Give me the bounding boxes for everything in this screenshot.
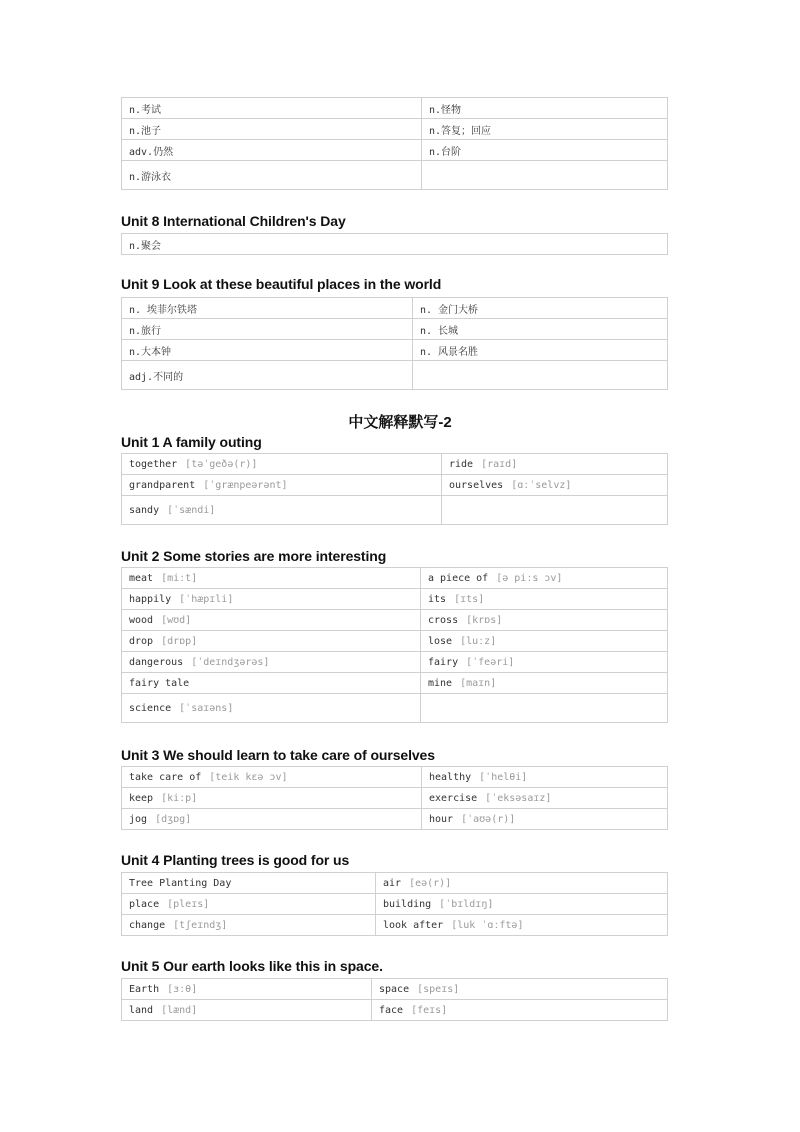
table-cell — [122, 767, 422, 788]
vocab-table-unit9 — [121, 297, 668, 390]
table-cell: n. 长城 — [413, 319, 668, 340]
word: drop — [129, 635, 154, 647]
phonetic: [krɒs] — [466, 614, 503, 626]
table-cell — [372, 1000, 668, 1021]
table-row — [122, 652, 668, 673]
word: grandparent — [129, 479, 196, 491]
table-row — [122, 475, 668, 496]
table-cell — [376, 894, 668, 915]
phonetic: [luːz] — [460, 635, 497, 647]
vocab-table-s2-unit4 — [121, 872, 668, 936]
table-cell — [122, 894, 376, 915]
phonetic: [ˈsaɪəns] — [179, 702, 234, 714]
table-cell — [422, 767, 668, 788]
table-row — [122, 361, 668, 390]
table-row — [122, 979, 668, 1000]
phonetic: [kiːp] — [161, 792, 198, 804]
phonetic: [wʊd] — [161, 614, 192, 626]
table-row — [122, 809, 668, 830]
vocab-table-s2-unit5 — [121, 978, 668, 1021]
word: look after — [383, 919, 444, 931]
unit-heading: Unit 3 We should learn to take care of ourselves — [121, 747, 435, 763]
vocab-table-s2-unit1 — [121, 453, 668, 525]
phonetic: [ˈaʊə(r)] — [461, 813, 516, 825]
table-cell: n.大本钟 — [122, 340, 413, 361]
word: exercise — [429, 792, 478, 804]
unit-heading: Unit 4 Planting trees is good for us — [121, 852, 350, 868]
word: happily — [129, 593, 172, 605]
table-row — [122, 161, 668, 190]
table-row — [122, 319, 668, 340]
word: space — [379, 983, 410, 995]
word: ride — [449, 458, 474, 470]
word: take care of — [129, 771, 202, 783]
phonetic: [eə(r)] — [409, 877, 452, 889]
table-row — [122, 610, 668, 631]
word: healthy — [429, 771, 472, 783]
table-cell — [122, 694, 421, 723]
phonetic: [ˈgrænpeərənt] — [203, 479, 288, 491]
phonetic: [teik kεə ɔv] — [209, 771, 288, 783]
phonetic: [ˈfeəri] — [466, 656, 515, 668]
word: ourselves — [449, 479, 504, 491]
phonetic: [ə piːs ɔv] — [496, 572, 563, 584]
word: jog — [129, 813, 148, 825]
table-cell — [372, 979, 668, 1000]
table-row — [122, 631, 668, 652]
table-cell: n.池子 — [122, 119, 422, 140]
table-cell — [442, 475, 668, 496]
phonetic: [ˈhelθi] — [479, 771, 528, 783]
table-row — [122, 694, 668, 723]
word: lose — [428, 635, 453, 647]
table-cell: n.考试 — [122, 98, 422, 119]
table-row — [122, 788, 668, 809]
table-cell: n.旅行 — [122, 319, 413, 340]
table-cell: n.聚会 — [122, 234, 668, 255]
table-row — [122, 340, 668, 361]
table-cell — [122, 979, 372, 1000]
phonetic: [ɪts] — [454, 593, 485, 605]
word: change — [129, 919, 166, 931]
table-cell — [421, 610, 668, 631]
table-cell: n.台阶 — [422, 140, 668, 161]
table-cell: n.答复；回应 — [422, 119, 668, 140]
phonetic: [feɪs] — [411, 1004, 448, 1016]
table-cell — [122, 1000, 372, 1021]
table-cell — [422, 809, 668, 830]
word: a piece of — [428, 572, 489, 584]
table-cell — [122, 809, 422, 830]
table-cell: n. 金门大桥 — [413, 298, 668, 319]
unit-heading: Unit 5 Our earth looks like this in space. — [121, 958, 383, 974]
table-cell — [122, 915, 376, 936]
table-cell — [422, 161, 668, 190]
word: keep — [129, 792, 154, 804]
word: dangerous — [129, 656, 184, 668]
word: face — [379, 1004, 404, 1016]
phonetic: [luk ˈɑːftə] — [451, 919, 524, 931]
phonetic: [ˈbɪldɪŋ] — [439, 898, 494, 910]
word: cross — [428, 614, 459, 626]
table-row — [122, 140, 668, 161]
table-cell — [442, 454, 668, 475]
table-cell — [122, 788, 422, 809]
table-row — [122, 1000, 668, 1021]
phonetic: [pleɪs] — [167, 898, 210, 910]
phonetic: [raɪd] — [481, 458, 518, 470]
vocab-table-s2-unit2 — [121, 567, 668, 723]
table-row — [122, 454, 668, 475]
phonetic: [təˈgeðə(r)] — [185, 458, 258, 470]
word: its — [428, 593, 447, 605]
word: place — [129, 898, 160, 910]
table-row — [122, 496, 668, 525]
table-cell: n.怪物 — [422, 98, 668, 119]
phonetic: [lænd] — [161, 1004, 198, 1016]
word: air — [383, 877, 402, 889]
table-row — [122, 673, 668, 694]
table-cell — [376, 873, 668, 894]
phonetic: [tʃeɪndʒ] — [173, 919, 228, 931]
table-row — [122, 98, 668, 119]
table-cell — [122, 475, 442, 496]
phonetic: [miːt] — [161, 572, 198, 584]
phonetic: [ˈdeɪndʒərəs] — [191, 656, 270, 668]
word: science — [129, 702, 172, 714]
phonetic: [maɪn] — [460, 677, 497, 689]
word: fairy — [428, 656, 459, 668]
table-cell — [421, 631, 668, 652]
table-cell — [122, 454, 442, 475]
word: fairy tale — [129, 677, 190, 689]
table-cell — [122, 652, 421, 673]
table-cell — [422, 788, 668, 809]
table-row — [122, 915, 668, 936]
table-row — [122, 568, 668, 589]
table-cell: n. 风景名胜 — [413, 340, 668, 361]
table-row — [122, 298, 668, 319]
vocab-table-unit8 — [121, 233, 668, 255]
table-cell — [421, 673, 668, 694]
unit-heading: Unit 9 Look at these beautiful places in the world — [121, 276, 442, 292]
word: land — [129, 1004, 154, 1016]
word: sandy — [129, 504, 160, 516]
table-cell — [122, 873, 376, 894]
table-cell — [122, 610, 421, 631]
unit-heading: Unit 1 A family outing — [121, 434, 262, 450]
unit-heading: Unit 2 Some stories are more interesting — [121, 548, 387, 564]
section-title: 中文解释默写-2 — [348, 414, 452, 431]
phonetic: [drɒp] — [161, 635, 198, 647]
table-cell — [421, 652, 668, 673]
table-cell — [421, 694, 668, 723]
table-row — [122, 894, 668, 915]
word: wood — [129, 614, 154, 626]
word: Earth — [129, 983, 160, 995]
word: together — [129, 458, 178, 470]
phonetic: [ɑːˈselvz] — [511, 479, 572, 491]
table-row — [122, 589, 668, 610]
table-cell: adj.不同的 — [122, 361, 413, 390]
table-row — [122, 234, 668, 255]
vocab-table-s2-unit3 — [121, 766, 668, 830]
table-cell — [442, 496, 668, 525]
table-row — [122, 767, 668, 788]
word: Tree Planting Day — [129, 877, 232, 889]
table-row — [122, 119, 668, 140]
table-cell — [421, 568, 668, 589]
phonetic: [ˈeksəsaɪz] — [485, 792, 552, 804]
table-cell: adv.仍然 — [122, 140, 422, 161]
table-cell — [122, 589, 421, 610]
phonetic: [dʒɒg] — [155, 813, 192, 825]
vocab-table-top — [121, 97, 668, 190]
phonetic: [ˈsændi] — [167, 504, 216, 516]
word: building — [383, 898, 432, 910]
word: meat — [129, 572, 154, 584]
unit-heading: Unit 8 International Children's Day — [121, 213, 346, 229]
table-cell — [122, 568, 421, 589]
word: hour — [429, 813, 454, 825]
word: mine — [428, 677, 453, 689]
table-cell — [376, 915, 668, 936]
table-cell — [122, 496, 442, 525]
phonetic: [speɪs] — [417, 983, 460, 995]
table-row — [122, 873, 668, 894]
table-cell — [413, 361, 668, 390]
table-cell: n. 埃菲尔铁塔 — [122, 298, 413, 319]
table-cell — [122, 673, 421, 694]
table-cell — [122, 631, 421, 652]
phonetic: [ɜːθ] — [167, 983, 198, 995]
phonetic: [ˈhæpɪli] — [179, 593, 234, 605]
table-cell — [421, 589, 668, 610]
table-cell: n.游泳衣 — [122, 161, 422, 190]
